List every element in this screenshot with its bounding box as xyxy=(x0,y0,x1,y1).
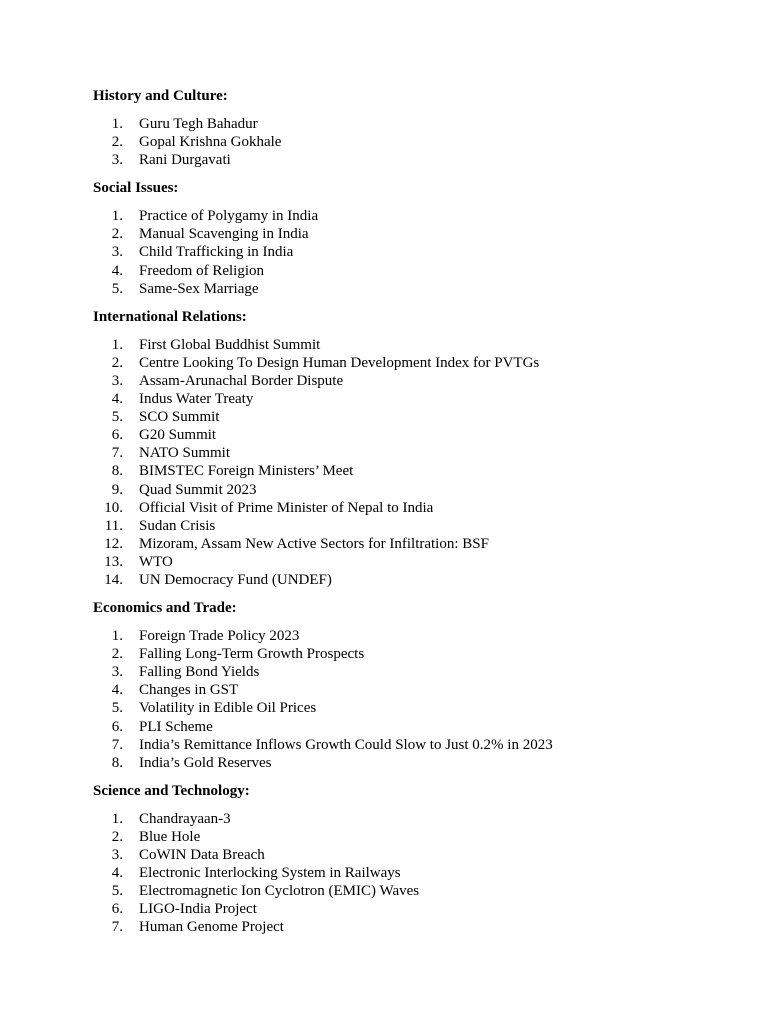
list-number: 2. xyxy=(111,646,123,663)
section-heading: History and Culture: xyxy=(93,88,228,104)
list-item-text: Quad Summit 2023 xyxy=(139,481,257,498)
list-number: 1. xyxy=(111,336,123,353)
list-number: 8. xyxy=(111,463,123,480)
list-item-text: Freedom of Religion xyxy=(139,262,264,279)
list-item xyxy=(93,699,733,717)
list-number: 1. xyxy=(111,628,123,645)
list-item xyxy=(93,553,733,571)
list-number: 2. xyxy=(111,828,123,845)
list-item xyxy=(93,846,733,864)
section-science-and-technology xyxy=(93,782,733,937)
list-number: 11. xyxy=(104,517,123,534)
list-item-text: Guru Tegh Bahadur xyxy=(139,116,258,132)
list-item xyxy=(93,133,733,151)
numbered-list xyxy=(93,207,733,297)
list-number: 10. xyxy=(104,499,123,516)
list-item-text: Blue Hole xyxy=(139,828,201,845)
list-item xyxy=(93,718,733,736)
list-item-text: LIGO-India Project xyxy=(139,901,257,918)
list-item xyxy=(93,262,733,280)
list-item xyxy=(93,882,733,900)
list-item-text: Child Trafficking in India xyxy=(139,244,294,261)
list-item xyxy=(93,481,733,499)
list-number: 5. xyxy=(111,700,123,717)
section-economics-and-trade xyxy=(93,599,733,772)
list-number: 7. xyxy=(111,736,123,753)
list-number: 6. xyxy=(111,901,123,918)
list-item xyxy=(93,754,733,772)
list-number: 7. xyxy=(111,919,123,936)
list-item-text: UN Democracy Fund (UNDEF) xyxy=(139,571,332,588)
list-item xyxy=(93,627,733,645)
list-number: 2. xyxy=(111,226,123,243)
list-item-text: Practice of Polygamy in India xyxy=(139,208,319,225)
list-number: 3. xyxy=(111,372,123,389)
list-number: 5. xyxy=(111,883,123,900)
list-item xyxy=(93,645,733,663)
list-item xyxy=(93,207,733,225)
numbered-list xyxy=(93,627,733,772)
list-item xyxy=(93,535,733,553)
list-number: 2. xyxy=(111,354,123,371)
list-item-text: Manual Scavenging in India xyxy=(139,226,309,243)
section-heading: Science and Technology: xyxy=(93,782,250,799)
list-item-text: First Global Buddhist Summit xyxy=(139,336,321,353)
list-item xyxy=(93,681,733,699)
list-item xyxy=(93,336,733,354)
list-item-text: Falling Long-Term Growth Prospects xyxy=(139,646,365,663)
list-item-text: Foreign Trade Policy 2023 xyxy=(139,628,300,645)
list-item xyxy=(93,462,733,480)
list-item xyxy=(93,280,733,298)
numbered-list xyxy=(93,810,733,937)
list-item xyxy=(93,426,733,444)
list-item xyxy=(93,354,733,372)
list-item-text: BIMSTEC Foreign Ministers’ Meet xyxy=(139,463,354,480)
list-number: 9. xyxy=(111,481,123,498)
list-item xyxy=(93,115,733,133)
list-item-text: Electronic Interlocking System in Railways xyxy=(139,865,401,882)
list-item-text: Official Visit of Prime Minister of Nepal to India xyxy=(139,499,434,516)
list-item-text: Changes in GST xyxy=(139,682,239,699)
list-item-text: Falling Bond Yields xyxy=(139,664,260,681)
list-item xyxy=(93,243,733,261)
list-number: 3. xyxy=(111,152,123,169)
list-item-text: G20 Summit xyxy=(139,427,217,444)
list-item xyxy=(93,151,733,169)
list-item xyxy=(93,918,733,936)
numbered-list xyxy=(93,115,733,169)
list-number: 5. xyxy=(111,280,123,297)
list-item-text: Same-Sex Marriage xyxy=(139,280,259,297)
list-number: 1. xyxy=(111,116,123,132)
numbered-list xyxy=(93,336,733,589)
list-item xyxy=(93,864,733,882)
list-item xyxy=(93,517,733,535)
list-item xyxy=(93,372,733,390)
list-item-text: PLI Scheme xyxy=(139,718,213,735)
list-number: 2. xyxy=(111,134,123,151)
list-item-text: Indus Water Treaty xyxy=(139,391,254,408)
list-item xyxy=(93,499,733,517)
list-number: 3. xyxy=(111,664,123,681)
list-item-text: NATO Summit xyxy=(139,445,230,462)
list-number: 12. xyxy=(104,535,123,552)
list-item-text: Chandrayaan-3 xyxy=(139,810,231,827)
list-number: 6. xyxy=(111,718,123,735)
list-number: 4. xyxy=(111,682,123,699)
section-international-relations xyxy=(93,308,733,589)
list-number: 8. xyxy=(111,754,123,771)
list-item-text: India’s Remittance Inflows Growth Could Slow to Just 0.2% in 2023 xyxy=(139,736,553,753)
list-number: 4. xyxy=(111,865,123,882)
section-heading: Social Issues: xyxy=(93,180,179,197)
list-item-text: Rani Durgavati xyxy=(139,152,231,169)
list-item-text: Assam-Arunachal Border Dispute xyxy=(139,372,344,389)
list-number: 3. xyxy=(111,244,123,261)
section-social-issues xyxy=(93,179,733,297)
section-history-and-culture xyxy=(93,87,733,169)
list-item xyxy=(93,736,733,754)
list-item xyxy=(93,444,733,462)
list-item-text: India’s Gold Reserves xyxy=(139,754,272,771)
list-number: 4. xyxy=(111,262,123,279)
list-number: 4. xyxy=(111,391,123,408)
list-item xyxy=(93,390,733,408)
list-item-text: Mizoram, Assam New Active Sectors for Infiltration: BSF xyxy=(139,535,489,552)
list-number: 3. xyxy=(111,847,123,863)
list-item xyxy=(93,900,733,918)
section-heading: Economics and Trade: xyxy=(93,600,237,617)
section-heading: International Relations: xyxy=(93,308,247,325)
list-number: 7. xyxy=(111,445,123,462)
list-item xyxy=(93,225,733,243)
list-number: 5. xyxy=(111,409,123,426)
list-item xyxy=(93,663,733,681)
list-item-text: Electromagnetic Ion Cyclotron (EMIC) Waves xyxy=(139,883,420,900)
list-item-text: Gopal Krishna Gokhale xyxy=(139,134,282,151)
list-item xyxy=(93,571,733,589)
list-number: 14. xyxy=(104,571,123,588)
document-page xyxy=(93,87,733,946)
list-number: 1. xyxy=(111,810,123,827)
list-number: 1. xyxy=(111,208,123,225)
list-item-text: Sudan Crisis xyxy=(139,517,216,534)
list-item xyxy=(93,828,733,846)
list-item xyxy=(93,408,733,426)
list-item-text: CoWIN Data Breach xyxy=(139,847,265,863)
list-item xyxy=(93,810,733,828)
list-item-text: SCO Summit xyxy=(139,409,220,426)
list-item-text: Human Genome Project xyxy=(139,919,284,936)
list-number: 6. xyxy=(111,427,123,444)
list-item-text: Volatility in Edible Oil Prices xyxy=(139,700,317,717)
list-item-text: Centre Looking To Design Human Development Index for PVTGs xyxy=(139,354,540,371)
list-item-text: WTO xyxy=(139,553,173,570)
list-number: 13. xyxy=(104,553,123,570)
